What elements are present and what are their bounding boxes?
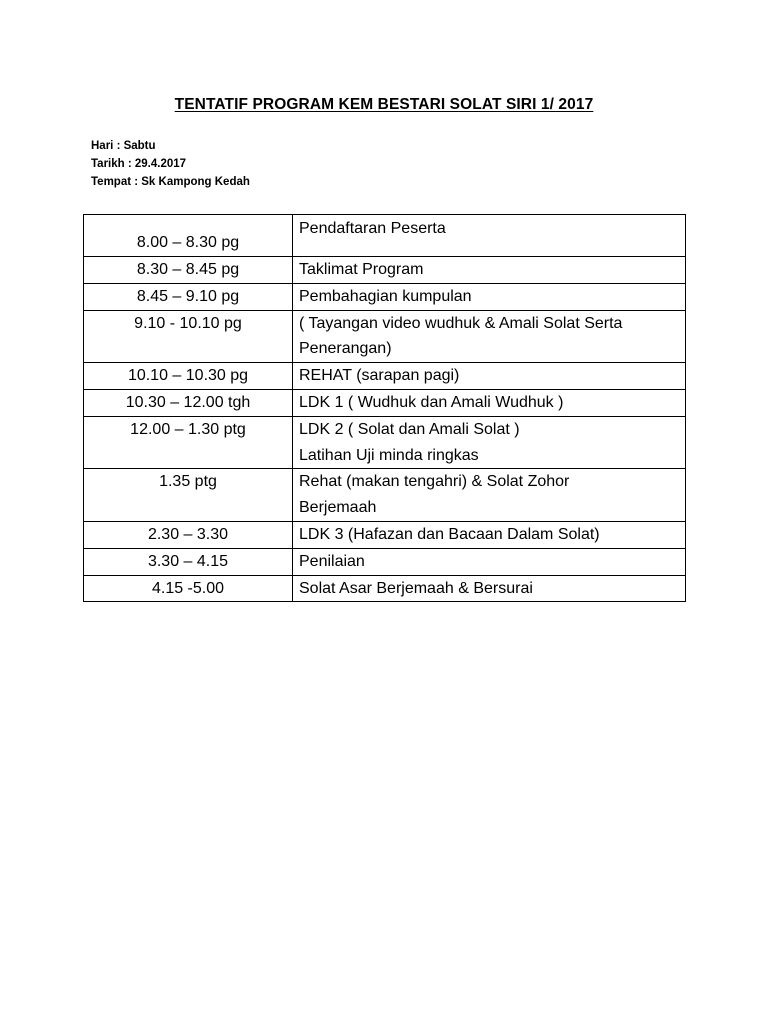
activity-line: Pembahagian kumpulan [299, 287, 472, 305]
activity-line: Penilaian [299, 552, 365, 570]
activity-line: LDK 2 ( Solat dan Amali Solat ) [299, 420, 520, 438]
time-cell: 10.10 – 10.30 pg [84, 363, 293, 390]
schedule-row [84, 416, 686, 469]
activity-cell [293, 521, 686, 548]
activity-cell [293, 469, 686, 522]
activity-line: Penerangan) [299, 340, 392, 358]
date-line: Tarikh : 29.4.2017 [91, 158, 187, 170]
time-cell: 12.00 – 1.30 ptg [84, 416, 293, 469]
schedule-row [84, 310, 686, 363]
time-cell: 8.45 – 9.10 pg [84, 283, 293, 310]
activity-cell [293, 283, 686, 310]
activity-line: Rehat (makan tengahri) & Solat Zohor [299, 473, 570, 491]
activity-line: Taklimat Program [299, 261, 424, 278]
time-cell: 8.30 – 8.45 pg [84, 257, 293, 284]
activity-line: Berjemaah [299, 499, 377, 517]
activity-line: REHAT (sarapan pagi) [299, 367, 460, 385]
schedule-row [84, 575, 686, 602]
time-cell: 3.30 – 4.15 [84, 548, 293, 575]
activity-line: ( Tayangan video wudhuk & Amali Solat Serta [299, 314, 623, 332]
activity-line: Pendaftaran Peserta [299, 220, 446, 237]
activity-cell [293, 215, 686, 257]
activity-line: Latihan Uji minda ringkas [299, 446, 479, 464]
activity-cell [293, 310, 686, 363]
time-cell: 1.35 ptg [84, 469, 293, 522]
activity-line: Solat Asar Berjemaah & Bersurai [299, 579, 533, 597]
schedule-table [83, 214, 686, 602]
schedule-row [84, 548, 686, 575]
schedule-row [84, 363, 686, 390]
activity-cell [293, 257, 686, 284]
time-cell: 8.00 – 8.30 pg [84, 215, 293, 257]
schedule-row [84, 469, 686, 522]
time-cell: 2.30 – 3.30 [84, 521, 293, 548]
activity-cell [293, 416, 686, 469]
schedule-row [84, 521, 686, 548]
time-cell: 10.30 – 12.00 tgh [84, 389, 293, 416]
schedule-row [84, 215, 686, 257]
time-cell: 9.10 - 10.10 pg [84, 310, 293, 363]
time-cell: 4.15 -5.00 [84, 575, 293, 602]
activity-cell [293, 548, 686, 575]
day-line: Hari : Sabtu [91, 140, 156, 152]
activity-cell [293, 389, 686, 416]
schedule-row [84, 389, 686, 416]
activity-line: LDK 3 (Hafazan dan Bacaan Dalam Solat) [299, 525, 600, 543]
activity-line: LDK 1 ( Wudhuk dan Amali Wudhuk ) [299, 393, 564, 411]
program-details [91, 137, 250, 191]
schedule-row [84, 283, 686, 310]
activity-cell [293, 575, 686, 602]
place-line: Tempat : Sk Kampong Kedah [91, 176, 250, 188]
page-title: TENTATIF PROGRAM KEM BESTARI SOLAT SIRI 1/ 2017 [174, 96, 594, 113]
activity-cell [293, 363, 686, 390]
schedule-row [84, 257, 686, 284]
